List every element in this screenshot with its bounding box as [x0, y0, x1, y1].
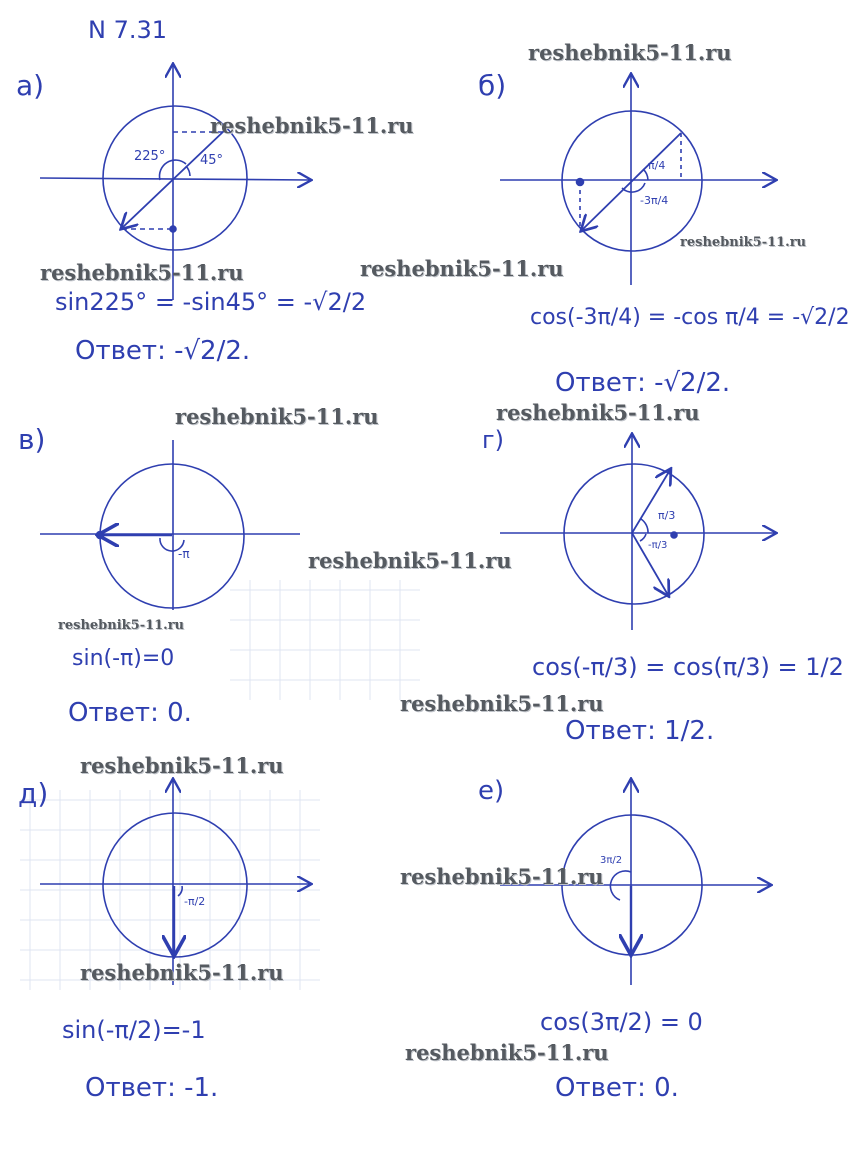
watermark: reshebnik5-11.ru: [528, 40, 732, 65]
part-v-angle-minus-pi: -π: [178, 547, 190, 561]
watermark: reshebnik5-11.ru: [58, 618, 185, 633]
watermark: reshebnik5-11.ru: [360, 256, 564, 281]
part-d-label: д): [18, 777, 49, 810]
diagram-b: [500, 75, 775, 285]
part-e-angle-3pi2: 3π/2: [600, 855, 623, 866]
part-e-label: е): [478, 776, 505, 806]
watermark: reshebnik5-11.ru: [400, 864, 604, 889]
part-v-label: в): [18, 423, 46, 456]
problem-number: N 7.31: [88, 16, 168, 44]
part-e-answer: Ответ: 0.: [555, 1073, 679, 1103]
part-g-equation: cos(-π/3) = cos(π/3) = 1/2: [532, 653, 844, 681]
watermark: reshebnik5-11.ru: [210, 113, 414, 138]
part-d-angle-minus-pi2: -π/2: [184, 895, 206, 908]
part-g-label: г): [482, 426, 504, 454]
watermark: reshebnik5-11.ru: [496, 400, 700, 425]
watermark: reshebnik5-11.ru: [80, 960, 284, 985]
part-b-label: б): [478, 69, 507, 102]
part-v-answer: Ответ: 0.: [68, 698, 192, 728]
watermark: reshebnik5-11.ru: [175, 404, 379, 429]
part-g-angle-minus-pi3: -π/3: [648, 540, 668, 551]
part-v-equation: sin(-π)=0: [72, 646, 175, 671]
part-d-answer: Ответ: -1.: [85, 1073, 219, 1103]
part-b-equation: cos(-3π/4) = -cos π/4 = -√2/2: [530, 305, 850, 330]
part-a-label: а): [16, 69, 45, 102]
part-b-answer: Ответ: -√2/2.: [555, 368, 731, 398]
part-d-equation: sin(-π/2)=-1: [62, 1016, 206, 1044]
watermark: reshebnik5-11.ru: [400, 691, 604, 716]
watermark: reshebnik5-11.ru: [405, 1040, 609, 1065]
diagram-v: [40, 440, 300, 610]
part-g-answer: Ответ: 1/2.: [565, 716, 715, 746]
watermark: reshebnik5-11.ru: [680, 235, 807, 250]
watermark: reshebnik5-11.ru: [308, 548, 512, 573]
diagram-g: [500, 435, 775, 630]
watermark: reshebnik5-11.ru: [40, 260, 244, 285]
part-a-angle-225: 225°: [134, 149, 166, 164]
part-g-angle-pi3: π/3: [658, 509, 676, 522]
part-b-angle-pi4: π/4: [648, 159, 666, 172]
diagram-d: [40, 780, 310, 985]
watermark: reshebnik5-11.ru: [80, 753, 284, 778]
part-a-angle-45: 45°: [200, 153, 224, 168]
part-b-angle-3pi4: -3π/4: [640, 194, 669, 207]
part-a-equation: sin225° = -sin45° = -√2/2: [55, 288, 367, 316]
part-a-answer: Ответ: -√2/2.: [75, 336, 251, 366]
part-e-equation: cos(3π/2) = 0: [540, 1008, 703, 1036]
